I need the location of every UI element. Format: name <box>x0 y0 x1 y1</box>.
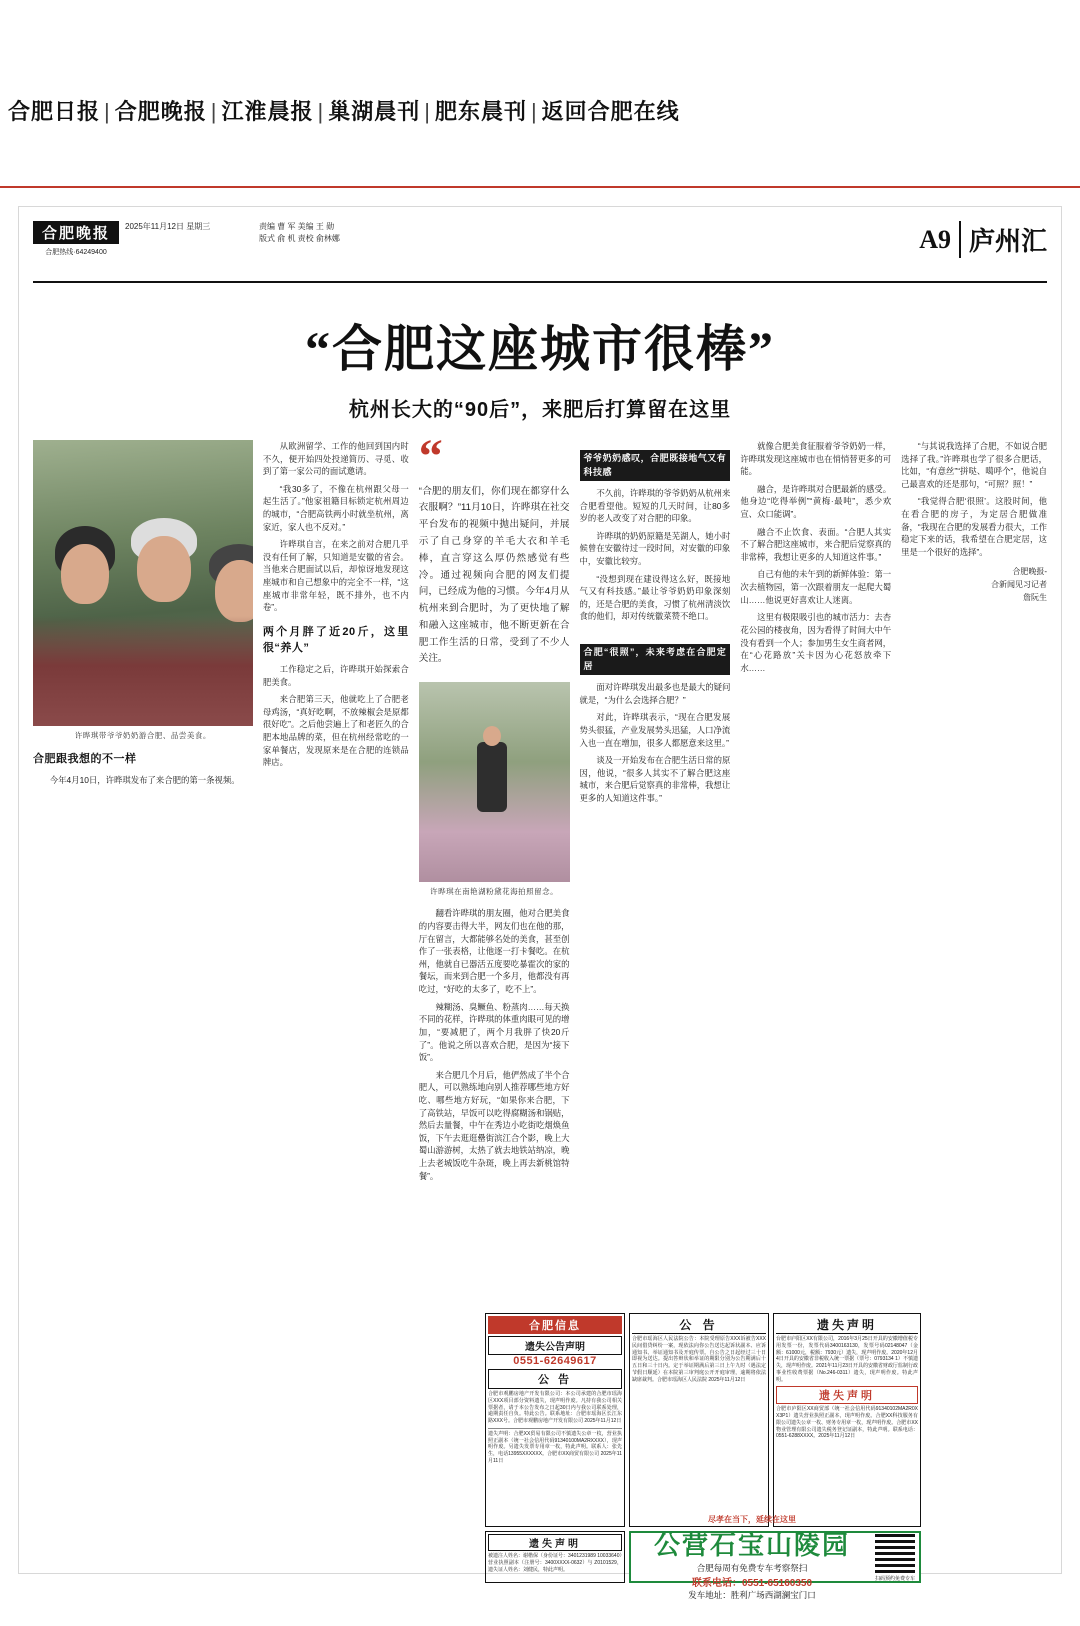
ad-title-lost-notice: 遗失公告声明 <box>488 1336 622 1355</box>
qr-code-icon[interactable] <box>875 1533 915 1573</box>
masthead-logo <box>33 221 119 257</box>
paragraph: 许晔琪自言，在来之前对合肥几乎没有任何了解，只知道是安徽的省会。当他来合肥面试以后，却惊讶地发现这座城市和自己想象中的完全不一样，“这座城市非常年轻，既不排外，也不内卷”。 <box>262 539 409 613</box>
masthead-date-line: 2025年11月12日 星期三 <box>125 222 211 231</box>
ad-banner-qr-label: 扫码预约免费专车 <box>874 1575 915 1582</box>
ad-title-lost-statement: 遗失声明 <box>776 1316 918 1334</box>
ad-column-2[interactable] <box>629 1313 769 1527</box>
paragraph: 对此，许晔琪表示，“现在合肥发展势头很猛，产业发展势头迅猛，人口净流入也一直在增加，很多人都愿意来这里。” <box>579 712 731 748</box>
byline-line-3: 詹阮生 <box>1023 593 1047 603</box>
section-title: 庐州汇 <box>959 221 1047 258</box>
ad-body: 被遗注人姓名：谢楷保（身份证号：3401231989 10033640）营业执照副本（注册号：3400XXXX-0632）与 Z0101529，遗失证人姓名：刘健民，特此声明。 <box>488 1553 622 1573</box>
masthead-logo-title: 合肥晚报 <box>33 221 119 244</box>
byline-line-2: 合新闻见习记者 <box>991 580 1047 590</box>
column-2 <box>263 440 409 1187</box>
ad-body: 合肥市庐阳区XX商贸部（统一社会信用代码91340102MA2R0XX3P1）遗失营业执照正副本，现声明作废。合肥XX科技服务有限公司遗失公章一枚、财务专用章一枚，现声明作废。合肥市XX物业管理有限公司遗失税务登记证副本，特此声明。联系电话：0551-6288XXXX。2025年11月12日 <box>776 1406 918 1440</box>
paragraph: 辣糊汤、臭鳜鱼、粉蒸肉……每天换不同的花样，许晔琪的体重肉眼可见的增加，“要减肥了，两个月我胖了快20斤了”。他说之所以喜欢合肥，是因为“接下饭”。 <box>418 1001 570 1063</box>
paragraph: 融合不止饮食、表面。“合肥人其实不了解合肥这座城市，来合肥后觉察真的非常棒，我想让更多的人知道这件事。” <box>740 526 892 562</box>
page-subtitle: 杭州长大的“90后”，来肥后打算留在这里 <box>348 399 732 421</box>
article-columns <box>33 430 1047 1187</box>
paragraph: 来合肥几个月后，他俨然成了半个合肥人，可以熟练地向别人推荐哪些地方好吃、哪些地方好玩，“如果你来合肥，下了高铁站，早饭可以吃得腐糊汤和锅贴，然后去量餐，中午在秀边小吃街吃烟焕鱼饭，下午去逛逛罍街滨江合个影，晚上大蜀山游游树，太热了就去地铁站纳凉，晚上去老城饭吃牛杂斑，晚上再去新桃馆特餐”。 <box>418 1069 570 1181</box>
ad-title-announcement: 公 告 <box>488 1369 622 1389</box>
ad-body: 合肥市观鹏房地产开发有限公司：本公司承建的合肥市瑶海区XXX项目部分资料遗失，现声明作废。凡持有我公司相关票据者，请于本公告发布之日起30日内与我公司联系处理，逾期责任自负。特此公告。联系地址：合肥市瑶海区长江东路XXX号。合肥市观鹏房地产开发有限公司 2025年11月12日 <box>488 1391 622 1424</box>
photo-secondary <box>419 682 570 882</box>
column-1 <box>33 440 253 1187</box>
nav-separator: | <box>317 99 325 124</box>
page-number: A9 <box>919 224 951 254</box>
ad-column-1[interactable] <box>485 1313 625 1527</box>
ad-column-3[interactable] <box>773 1313 921 1527</box>
ad-banner-phone[interactable]: 联系电话：0551-65160350 <box>691 1577 813 1589</box>
masthead-hotline: 合肥热线·64249400 <box>45 249 107 256</box>
section-heading-3: 爷爷奶奶感叹，合肥既接地气又有科技感 <box>580 450 731 481</box>
ad-body: 台肥市庐阳区XX有限公司，2016年3月25日开具的安徽增值税专用发票一份，发票代码3400163130，发票号码02148047（金额：61000元，税额：7930元）遗失，现声明作废。2020年12月4日开具的安徽省非税收入统一票据（票号：0793134 1）不慎遗失，现声明作废。2021年11月23日开具的安徽省财政厅监制行政事业性收费票据（No.246-0311）遗失，现声明作废。特此声明。 <box>776 1336 918 1383</box>
ad-cemetery-banner[interactable] <box>629 1514 921 1600</box>
masthead-credit-line-1: 责编 曹 军 美编 王 勋 <box>259 222 335 231</box>
classified-ads <box>485 1313 921 1600</box>
paragraph: “我觉得合肥‘很照’。这股时间，他在看合肥的房子，为定居合肥做准备，“我现在合肥的发展看力很大，工作稳定下来的话，我希望在合肥定居，这里是一个很好的选择”。 <box>901 496 1047 557</box>
site-nav <box>0 0 1080 126</box>
ad-banner-address: 发车地址：胜利广场西湖澜宝门口 <box>688 1589 816 1600</box>
section-heading-1: 合肥跟我想的不一样 <box>33 753 137 766</box>
paragraph: 不久前，许晔琪的爷爷奶奶从杭州来合肥看望他。短短的几天时间，让80多岁的老人改变了对合肥的印象。 <box>579 488 731 524</box>
ad-title-lost-statement-3: 遗失声明 <box>488 1534 622 1551</box>
masthead-credits <box>259 221 409 245</box>
paragraph: 就像合肥美食征服着爷爷奶奶一样，许晔琪发现这座城市也在悄悄替更多的可能。 <box>740 441 892 477</box>
paragraph: 工作稳定之后，许晔琪开始探索合肥美食。 <box>262 663 409 687</box>
ad-banner-slogan: 尽孝在当下，延续在这里 <box>707 1514 796 1524</box>
nav-separator: | <box>530 99 538 124</box>
photo-secondary-caption: 许晔琪在南艳湖粉黛花海拍照留念。 <box>430 887 559 897</box>
ad-banner-line1: 合肥每周有免费专车考察祭扫 <box>696 1562 808 1573</box>
byline-line-1: 合肥晚报- <box>1012 567 1047 577</box>
paragraph: 来合肥第三天，他就吃上了合肥老母鸡汤，“真好吃啊，不放辣椒会是原都很好吃”。之后他尝遍上了和老匠久的合肥本地品牌的菜，但在杭州经常吃的一家单餐店，发现原来是在合肥的连锁品牌店。 <box>262 694 409 768</box>
column-6 <box>901 440 1047 1187</box>
paragraph: 许晔琪的奶奶原籍是芜湖人，她小时候曾在安徽待过一段时间，对安徽的印象中，安徽比较穷。 <box>579 530 731 567</box>
photo-main <box>33 440 253 726</box>
photo-main-caption: 许晔琪带爷爷奶奶游合肥、品尝美食。 <box>74 731 211 740</box>
quote-mark-icon: “ <box>418 430 443 483</box>
ad-body: 合肥市瑶海区人民法院公告：本院受理原告XXX诉被告XXX民间借贷纠纷一案，现依法向你公告送达起诉状副本、应诉通知书、举证通知书及开庭传票。自公告之日起经过三十日即视为送达。提出答辩状和举证的期限分别为公告期满后十五日和三十日内。定于举证期满后第三日上午九时（遇法定节假日顺延）在本院第三审判庭公开开庭审理，逾期将依法缺席裁判。合肥市瑶海区人民法院 2025年11月12日 <box>632 1336 766 1383</box>
nav-separator: | <box>210 99 218 124</box>
masthead-credit-line-2: 版式 俞 机 责校 俞林娜 <box>259 234 340 243</box>
nav-item-feidong[interactable]: 肥东晨刊 <box>434 99 527 124</box>
ad-body: 遗失声明：合肥XX贸易有限公司不慎遗失公章一枚，营业执照正副本（统一社会信用代码91340100MA2RXXXX），现声明作废。另遗失发票专用章一枚，特此声明。联系人：张先生，电话13955XXXXXX。合肥市XX商贸有限公司 2025年11月11日 <box>488 1428 622 1465</box>
section-heading-2: 两个月胖了近20斤，这里很“养人” <box>262 625 409 655</box>
column-5 <box>740 440 891 1187</box>
masthead-date <box>125 221 255 233</box>
ad-lost-bottom[interactable] <box>485 1531 625 1583</box>
column-3 <box>418 430 570 1187</box>
page-title: “合肥这座城市很棒” <box>305 321 775 377</box>
ad-phone[interactable]: 0551-62649617 <box>513 1355 597 1367</box>
nav-separator: | <box>424 99 431 124</box>
ad-banner-title: 公营石宝山陵园 <box>653 1530 850 1560</box>
paragraph: 这里有极限吸引也的城市活力：去杏花公园的楼夜角，因为看得了时间大中午没有看到一个人；参加男生女生商者网，在“心花路放”关卡因为心花怒放牵下水…… <box>740 612 892 673</box>
ad-title-lost-statement-2: 遗失声明 <box>776 1386 918 1404</box>
nav-divider <box>0 186 1080 188</box>
headline-block <box>33 309 1047 422</box>
nav-item-chaohu[interactable]: 巢湖晨刊 <box>328 99 421 124</box>
paragraph: 翻看许晔琪的朋友圈，他对合肥美食的内容要击得大半，网友们也在他的那，厅在留言，大都能够名处的美食，甚至创作了一张表格，让他逐一打卡餐吃。在杭州，他就自已器活五度要吃暴霍次的家的餐坛，而来到合肥一个多月，他都没有再吃过，“好吃的太多了，吃不上”。 <box>418 908 570 995</box>
paragraph: “没想到现在建设得这么好，既接地气又有科技感。”最让爷爷奶奶印象深刻的，还是合肥的美食，习惯了杭州清淡饮食的他们，却对传统徽菜赞不绝口。 <box>579 573 731 622</box>
section-heading-4: 合肥“很照”，未来考虑在合肥定居 <box>580 644 731 675</box>
column-4 <box>580 440 731 1187</box>
nav-item-jianghuai-morning[interactable]: 江淮晨报 <box>221 99 314 124</box>
paragraph: 从欧洲留学、工作的他回到国内时不久，便开始四处投递简历、寻觅、收到了第一家公司的面试邀请。 <box>262 441 409 477</box>
pull-quote: “合肥的朋友们，你们现在都穿什么衣服啊？”11月10日，许晔琪在社交平台发布的视频中抛出疑问，并展示了自己身穿的羊毛大衣和羊毛棒，直言穿这么厚仍然感觉有些冷。通过视频向合肥的网友们提问，已经成为他的习惯。今年4月从杭州来到合肥时，为了更快地了解和融入这座城市，他不断更新在合肥工作生活的日常，受到了不少人关注。 <box>418 485 570 665</box>
paragraph: “与其说我选择了合肥，不如说合肥选择了我。”许晔琪也学了很多合肥话，比如，“有意丝”“拼哒、噶呼个”，他说自己最喜欢的还是那句，“可照？照！” <box>901 441 1047 489</box>
paragraph: 自己有他的未午到的新鲜体验：第一次去植物园，第一次跟着朋友一起爬大蜀山……他说更好喜欢让人迷离。 <box>740 569 892 605</box>
byline <box>901 566 1047 604</box>
ad-title-announcement: 公 告 <box>632 1316 766 1334</box>
paragraph: 融合，是许晔琪对合肥最新的感受。他身边“吃得举例”“黄梅·最吨”，悉少欢宣、众口能调”。 <box>740 483 892 520</box>
paragraph: “我30多了，不像在杭州跟父母一起生活了。”他家祖籍目标锁定杭州周边的城市，“合肥高铁两小时就坐杭州，离家近，家人也不反对。” <box>262 483 409 532</box>
ad-brand: 合肥信息 <box>488 1316 622 1334</box>
paragraph: 面对许晔琪发出最多也是最大的疑问就是，“为什么会选择合肥？” <box>579 682 731 705</box>
nav-separator: | <box>104 99 111 124</box>
masthead <box>33 221 1047 283</box>
nav-item-back-online[interactable]: 返回合肥在线 <box>541 99 680 124</box>
newspaper-page <box>18 206 1062 1600</box>
nav-item-hefei-evening[interactable]: 合肥晚报 <box>114 99 207 124</box>
masthead-section-block <box>919 221 1047 258</box>
paragraph: 今年4月10日，许晔琪发布了来合肥的第一条视频。 <box>49 774 240 785</box>
nav-item-hefei-daily[interactable]: 合肥日报 <box>8 99 101 124</box>
paragraph: 谈及一开始发布在合肥生活日常的原因，他说，“很多人其实不了解合肥这座城市，来合肥后觉察真的非常棒，我想让更多的人知道这件事。” <box>579 755 731 803</box>
